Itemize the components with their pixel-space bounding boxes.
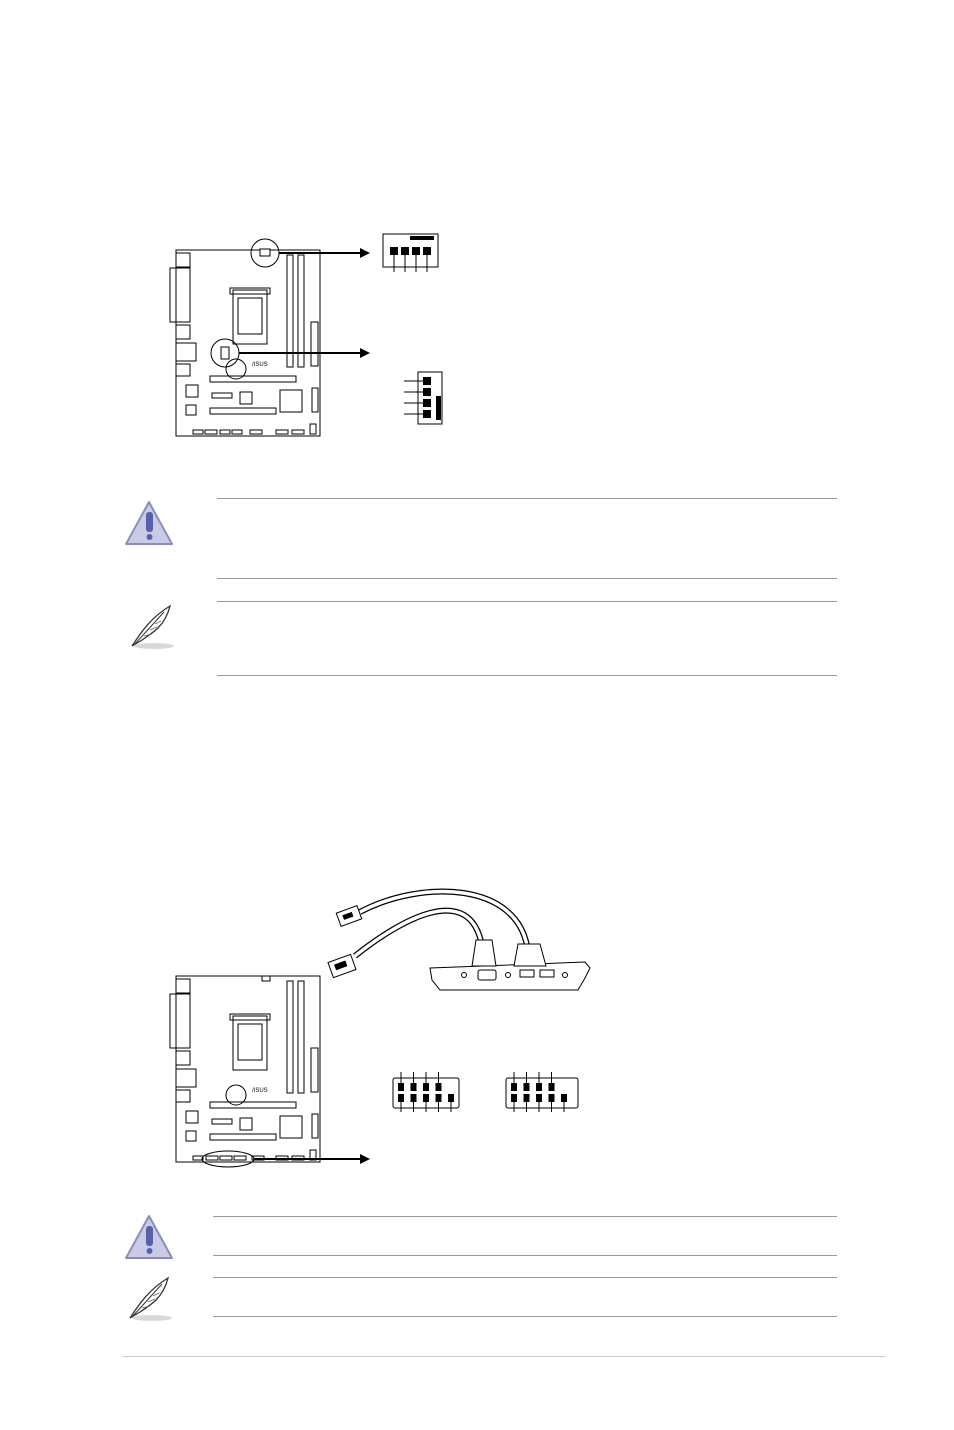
- caution-icon: [122, 1212, 176, 1264]
- note-icon: [122, 1272, 176, 1324]
- header-pin: [448, 1094, 454, 1102]
- note-rule-top: [217, 601, 837, 602]
- header-pin: [398, 1094, 404, 1102]
- usb-header-figure: [150, 878, 600, 1168]
- caution-rule-bottom: [217, 578, 837, 579]
- header-pin: [536, 1094, 542, 1102]
- svg-text:/ISUS: /ISUS: [252, 1088, 268, 1094]
- header-pin: [524, 1094, 530, 1102]
- caution-rule-bottom-2: [213, 1255, 837, 1256]
- header-pin: [436, 1083, 442, 1091]
- header-pin: [511, 1094, 517, 1102]
- header-pin: [561, 1094, 567, 1102]
- header-pin: [398, 1083, 404, 1091]
- header-pin: [411, 1094, 417, 1102]
- note-icon: [124, 600, 178, 652]
- header-pin: [549, 1083, 555, 1091]
- note-rule-bottom-2: [213, 1316, 837, 1317]
- note-rule-top-2: [213, 1277, 837, 1278]
- header-pin: [524, 1083, 530, 1091]
- header-pin: [436, 1094, 442, 1102]
- header-pin: [549, 1094, 555, 1102]
- header-pin: [423, 1083, 429, 1091]
- header-pin: [536, 1083, 542, 1091]
- header-pin: [423, 1094, 429, 1102]
- header-pin: [411, 1083, 417, 1091]
- caution-icon: [122, 498, 176, 550]
- footer-rule: [122, 1356, 886, 1357]
- caution-rule-top: [217, 498, 837, 499]
- header-pin: [511, 1083, 517, 1091]
- svg-text:/ISUS: /ISUS: [252, 362, 268, 368]
- note-rule-bottom: [217, 675, 837, 676]
- caution-rule-top-2: [213, 1216, 837, 1217]
- fan-connector-figure: [150, 228, 460, 443]
